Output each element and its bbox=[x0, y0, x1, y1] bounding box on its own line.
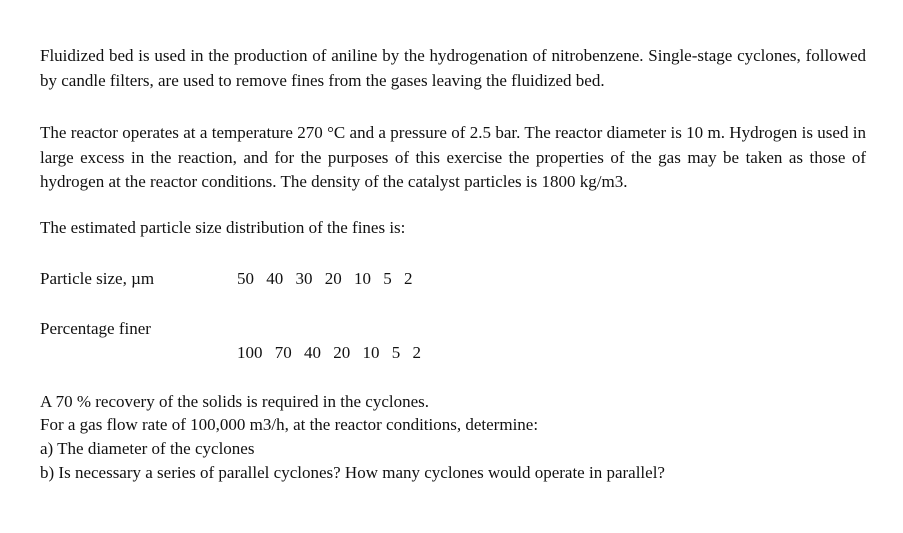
distribution-intro: The estimated particle size distribution of the fines is: bbox=[40, 218, 406, 237]
flow-rate-statement: For a gas flow rate of 100,000 m3/h, at the reactor conditions, determine: bbox=[40, 415, 539, 434]
percentage-finer-label: Percentage finer bbox=[40, 319, 151, 338]
question-b: b) Is necessary a series of parallel cyclones? How many cyclones would operate in parallel? bbox=[40, 463, 665, 482]
particle-size-values: 50 40 30 20 10 5 2 bbox=[237, 269, 413, 288]
recovery-requirement: A 70 % recovery of the solids is required in the cyclones. bbox=[40, 392, 430, 411]
percentage-finer-values: 100 70 40 20 10 5 2 bbox=[237, 343, 421, 362]
conditions-paragraph: The reactor operates at a temperature 270 °C and a pressure of 2.5 bar. The reactor diameter is 10 m. Hydrogen is used in large excess in the reaction, and for the purposes of this exercise the properties of the gas may be taken as those of hydrogen at the reactor conditions. The density of the catalyst particles is 1800 kg/m3. bbox=[40, 123, 866, 191]
question-a: a) The diameter of the cyclones bbox=[40, 439, 255, 458]
particle-size-label: Particle size, µm bbox=[40, 269, 155, 288]
intro-paragraph: Fluidized bed is used in the production of aniline by the hydrogenation of nitrobenzene. Single-stage cyclones, followed by candle filters, are used to remove fines from the gases leaving the fluidized bed. bbox=[40, 46, 866, 90]
